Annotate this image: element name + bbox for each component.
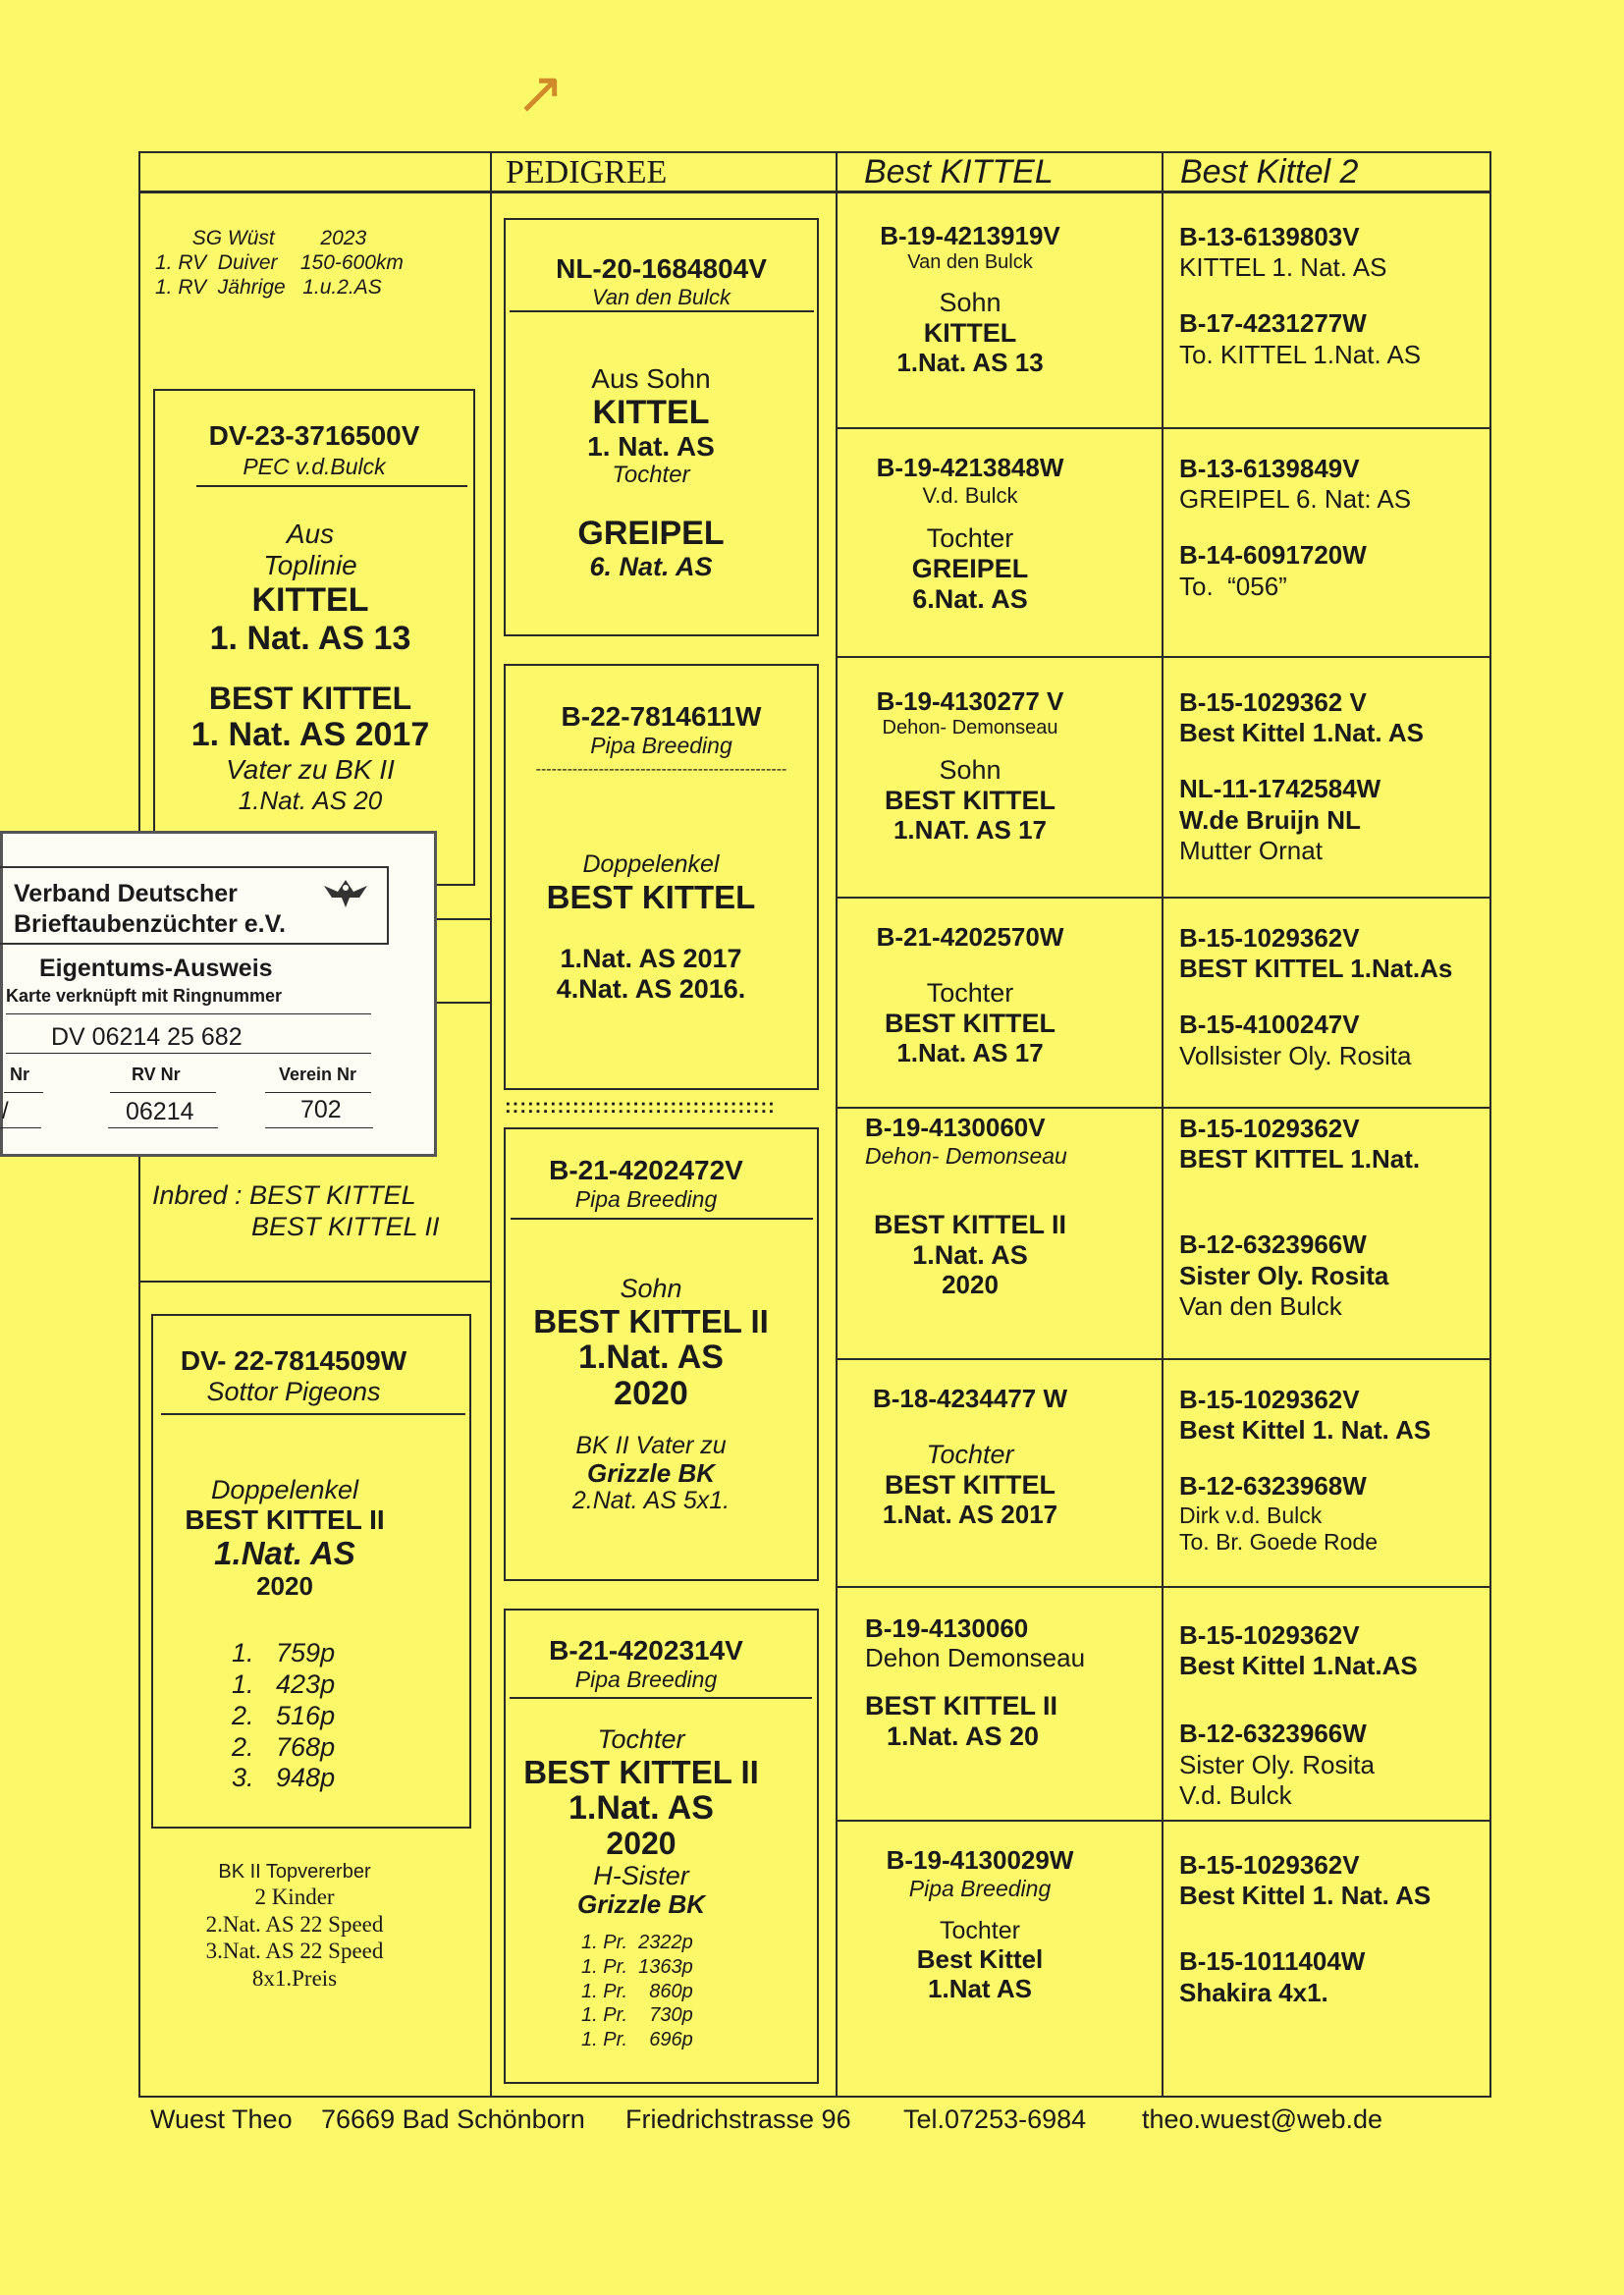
great-4-a2: BEST KITTEL 1.Nat.As bbox=[1179, 954, 1453, 984]
parent-2-details bbox=[504, 850, 798, 1005]
grand-2 bbox=[838, 454, 1103, 615]
parent-2-ring: B-22-7814611W bbox=[561, 701, 762, 732]
parent-1-underline bbox=[510, 310, 814, 312]
col-divider-3 bbox=[1162, 151, 1164, 2096]
great-1 bbox=[1179, 222, 1421, 370]
parent-4-line-2: BEST KITTEL II bbox=[523, 1753, 759, 1790]
mother-details bbox=[151, 1475, 418, 1601]
parent-4-line-5: H-Sister bbox=[593, 1860, 689, 1890]
grand-7-line-2: 1.Nat. AS 20 bbox=[887, 1721, 1040, 1751]
grand-2-line-1: Tochter bbox=[926, 523, 1014, 554]
great-5-b2: Sister Oly. Rosita bbox=[1179, 1260, 1389, 1290]
great-1-b1: B-17-4231277W bbox=[1179, 308, 1367, 339]
parent-3-breeder: Pipa Breeding bbox=[574, 1186, 718, 1212]
parent-2-line-4: 4.Nat. AS 2016. bbox=[556, 973, 746, 1004]
great-5-a1: B-15-1029362V bbox=[1179, 1114, 1360, 1143]
great-6-b3: To. Br. Goede Rode bbox=[1179, 1529, 1379, 1556]
sticker-val-rvnr: 06214 bbox=[126, 1098, 194, 1125]
parent-4-line-4: 2020 bbox=[606, 1826, 677, 1862]
row-divider-6 bbox=[836, 1586, 1491, 1588]
parent-3-ring: B-21-4202472V bbox=[549, 1155, 743, 1185]
grand-7 bbox=[838, 1614, 1132, 1752]
sticker-val-nr: / bbox=[2, 1098, 9, 1124]
main-underline bbox=[196, 485, 467, 487]
topvererber-line-5: 8x1.Preis bbox=[251, 1965, 338, 1991]
great-6-b2: Dirk v.d. Bulck bbox=[1179, 1502, 1323, 1528]
parent-4-result-1: 1. Pr. 2322p bbox=[581, 1932, 693, 1953]
mother-line-4: 2020 bbox=[256, 1570, 313, 1601]
footer-divider bbox=[138, 2096, 1491, 2098]
row-divider-3 bbox=[836, 897, 1491, 899]
grand-8-line-2: Best Kittel bbox=[916, 1944, 1044, 1975]
sticker-rule-7 bbox=[108, 1127, 218, 1128]
footer-city: 76669 Bad Schönborn bbox=[321, 2104, 585, 2134]
great-3-a1: B-15-1029362 V bbox=[1179, 687, 1367, 717]
grand-8-ring: B-19-4130029W bbox=[886, 1845, 1074, 1875]
parent-3-line-3: 1.Nat. AS bbox=[577, 1338, 724, 1376]
great-7-a2: Best Kittel 1.Nat.AS bbox=[1179, 1651, 1418, 1681]
parent-3-line-7: 2.Nat. AS 5x1. bbox=[571, 1486, 731, 1514]
great-7-b3: V.d. Bulck bbox=[1179, 1779, 1292, 1810]
parent-1-line-5: GREIPEL bbox=[577, 514, 725, 552]
grand-2-breeder: V.d. Bulck bbox=[922, 482, 1018, 508]
parent-4-line-3: 1.Nat. AS bbox=[568, 1788, 714, 1827]
grand-5-line-1: BEST KITTEL II bbox=[873, 1210, 1066, 1240]
parent-1-line-3: 1. Nat. AS bbox=[587, 431, 715, 463]
great-7-a1: B-15-1029362V bbox=[1179, 1620, 1360, 1650]
grand-6-breeder bbox=[838, 1414, 1103, 1424]
info-block bbox=[155, 226, 404, 301]
great-8-b1: B-15-1011404W bbox=[1179, 1946, 1366, 1977]
grand-5-line-2: 1.Nat. AS bbox=[912, 1240, 1028, 1271]
grand-6-ring: B-18-4234477 W bbox=[873, 1384, 1067, 1413]
mother-ring: DV- 22-7814509W bbox=[180, 1345, 407, 1376]
grand-1-ring: B-19-4213919V bbox=[880, 221, 1060, 250]
great-6-a2: Best Kittel 1. Nat. AS bbox=[1179, 1415, 1432, 1446]
grand-6 bbox=[838, 1385, 1103, 1530]
mother-breeder: Sottor Pigeons bbox=[206, 1377, 381, 1406]
grand-3 bbox=[838, 687, 1103, 846]
grand-3-line-2: BEST KITTEL bbox=[885, 785, 1056, 815]
parent-2-line-3: 1.Nat. AS 2017 bbox=[560, 943, 742, 973]
parent-2-line-1: Doppelenkel bbox=[582, 850, 720, 878]
grand-2-ring: B-19-4213848W bbox=[876, 453, 1064, 482]
sticker-col-nr: Nr bbox=[10, 1065, 30, 1084]
parent-3-line-5: BK II Vater zu bbox=[575, 1431, 727, 1459]
parent-3-line-1: Sohn bbox=[620, 1274, 682, 1303]
grand-5-line-3: 2020 bbox=[942, 1270, 999, 1300]
grand-1-line-1: Sohn bbox=[939, 287, 1001, 317]
grand-6-line-2: BEST KITTEL bbox=[885, 1469, 1056, 1500]
sticker-org-line-2: Brieftaubenzüchter e.V. bbox=[14, 910, 286, 938]
main-line-kittel: KITTEL bbox=[251, 581, 369, 620]
topvererber-block bbox=[147, 1860, 442, 1992]
parent-4-details bbox=[504, 1725, 779, 1919]
grand-1-line-3: 1.Nat. AS 13 bbox=[896, 347, 1044, 377]
parent-4-breeder: Pipa Breeding bbox=[574, 1667, 718, 1692]
parent-dotted-separator: :::::::::::::::::::::::::::::::::::: bbox=[505, 1096, 776, 1118]
mother-underline bbox=[161, 1413, 465, 1415]
parent-4-underline bbox=[510, 1697, 812, 1699]
grand-4-line-3: 1.Nat. AS 17 bbox=[896, 1037, 1044, 1067]
left-mid-divider bbox=[138, 1281, 492, 1283]
great-7-b1: B-12-6323966W bbox=[1179, 1719, 1367, 1749]
topvererber-line-2: 2 Kinder bbox=[254, 1885, 335, 1909]
inbred-line-1 bbox=[152, 1180, 416, 1211]
main-line-nat13: 1. Nat. AS 13 bbox=[209, 620, 411, 658]
parent-4-line-6: Grizzle BK bbox=[576, 1889, 706, 1920]
mother-line-3: 1.Nat. AS bbox=[214, 1534, 355, 1571]
grand-7-line-1: BEST KITTEL II bbox=[865, 1690, 1058, 1721]
parent-1-ring: NL-20-1684804V bbox=[556, 253, 767, 284]
header-best-kittel-2: Best Kittel 2 bbox=[1180, 153, 1359, 191]
header-pedigree: PEDIGREE bbox=[506, 154, 668, 191]
grand-1-breeder: Van den Bulck bbox=[907, 250, 1033, 273]
great-2 bbox=[1179, 454, 1411, 602]
great-7-b2: Sister Oly. Rosita bbox=[1179, 1749, 1375, 1779]
info-line-1: SG Wüst 2023 bbox=[191, 227, 367, 249]
grand-4-line-1: Tochter bbox=[926, 977, 1014, 1008]
parent-2-line-2: BEST KITTEL bbox=[546, 878, 756, 915]
sticker-number: DV 06214 25 682 bbox=[51, 1023, 243, 1051]
great-2-a2: GREIPEL 6. Nat: AS bbox=[1179, 484, 1412, 515]
grand-4-line-2: BEST KITTEL bbox=[885, 1008, 1056, 1038]
great-4-b1: B-15-4100247V bbox=[1179, 1010, 1360, 1040]
footer-email[interactable]: theo.wuest@web.de bbox=[1142, 2104, 1383, 2134]
row-divider-7 bbox=[836, 1820, 1491, 1822]
main-line-aus: Aus bbox=[286, 519, 335, 549]
mother-result-4: 2. 768p bbox=[232, 1731, 336, 1762]
grand-6-line-3: 1.Nat. AS 2017 bbox=[882, 1499, 1058, 1529]
parent-4-line-1: Tochter bbox=[597, 1724, 685, 1754]
mother-results bbox=[232, 1638, 335, 1794]
parent-4-results bbox=[581, 1931, 693, 2052]
grand-4-ring: B-21-4202570W bbox=[876, 922, 1064, 952]
great-8-a1: B-15-1029362V bbox=[1179, 1850, 1360, 1880]
sticker-col-rvnr: RV Nr bbox=[132, 1065, 181, 1084]
grand-5-breeder: Dehon- Demonseau bbox=[865, 1142, 1067, 1169]
great-7 bbox=[1179, 1620, 1418, 1811]
grand-1 bbox=[838, 222, 1103, 378]
parent-1-line-4: Tochter bbox=[612, 461, 690, 488]
parent-3-line-4: 2020 bbox=[614, 1375, 688, 1413]
row-divider-1 bbox=[836, 427, 1491, 429]
grand-3-line-1: Sohn bbox=[939, 754, 1001, 785]
parent-3-line-2: BEST KITTEL II bbox=[533, 1302, 769, 1339]
parent-1-breeder: Van den Bulck bbox=[591, 285, 731, 309]
sticker-title: Eigentums-Ausweis bbox=[39, 955, 273, 982]
great-5-a2: BEST KITTEL 1.Nat. bbox=[1179, 1144, 1421, 1175]
sticker-rule-3 bbox=[4, 1092, 43, 1093]
mother-result-2: 1. 423p bbox=[232, 1668, 336, 1699]
row-divider-4 bbox=[836, 1107, 1491, 1109]
parent-2-header bbox=[504, 701, 819, 779]
info-line-3: 1. RV Jährige 1.u.2.AS bbox=[155, 276, 382, 300]
great-4-a1: B-15-1029362V bbox=[1179, 923, 1360, 953]
row-divider-2 bbox=[836, 656, 1491, 658]
great-8-b2: Shakira 4x1. bbox=[1179, 1977, 1328, 2007]
grand-6-line-1: Tochter bbox=[926, 1439, 1014, 1469]
grand-2-line-3: 6.Nat. AS bbox=[912, 584, 1028, 615]
sticker-rule-8 bbox=[265, 1127, 373, 1128]
great-1-b2: To. KITTEL 1.Nat. AS bbox=[1179, 339, 1422, 369]
great-2-b1: B-14-6091720W bbox=[1179, 540, 1367, 571]
main-line-toplinie: Toplinie bbox=[263, 550, 357, 581]
main-line-nat20: 1.Nat. AS 20 bbox=[238, 785, 383, 815]
grand-3-line-3: 1.NAT. AS 17 bbox=[893, 814, 1048, 845]
footer-name: Wuest Theo bbox=[150, 2104, 293, 2134]
footer-street: Friedrichstrasse 96 bbox=[625, 2104, 851, 2134]
great-8 bbox=[1179, 1850, 1431, 2008]
parent-3-details bbox=[504, 1275, 798, 1514]
top-arrow-mark: ↗ bbox=[515, 60, 566, 126]
grand-7-ring: B-19-4130060 bbox=[865, 1613, 1029, 1643]
main-line-best-kittel: BEST KITTEL bbox=[208, 680, 412, 716]
grand-5-ring: B-19-4130060V bbox=[865, 1113, 1046, 1142]
great-4 bbox=[1179, 923, 1452, 1071]
great-5-b1: B-12-6323966W bbox=[1179, 1229, 1367, 1260]
grand-5 bbox=[838, 1114, 1103, 1300]
sticker-rule-2 bbox=[6, 1053, 371, 1054]
header-best-kittel: Best KITTEL bbox=[864, 153, 1054, 191]
inbred-text-1: Inbred : BEST KITTEL bbox=[152, 1180, 416, 1210]
great-2-a1: B-13-6139849V bbox=[1179, 454, 1360, 483]
parent-3-underline bbox=[511, 1218, 813, 1220]
sticker-rule-4 bbox=[110, 1092, 216, 1093]
grand-4-breeder bbox=[838, 953, 1103, 962]
mother-result-5: 3. 948p bbox=[232, 1763, 336, 1793]
mother-header bbox=[151, 1345, 436, 1407]
great-3-b2: W.de Bruijn NL bbox=[1179, 804, 1361, 835]
sticker-col-verein: Verein Nr bbox=[279, 1065, 357, 1084]
great-1-a1: B-13-6139803V bbox=[1179, 222, 1360, 251]
main-breeder: PEC v.d.Bulck bbox=[243, 454, 386, 479]
great-6-b1: B-12-6323968W bbox=[1179, 1471, 1367, 1502]
main-bird-content bbox=[153, 420, 475, 480]
parent-4-result-2: 1. Pr. 1363p bbox=[581, 1955, 693, 1978]
parent-4-ring: B-21-4202314V bbox=[549, 1635, 743, 1666]
parent-4-result-4: 1. Pr. 730p bbox=[581, 2004, 693, 2027]
mother-line-2: BEST KITTEL II bbox=[185, 1504, 385, 1536]
parent-3-header bbox=[504, 1155, 788, 1213]
main-line-nat2017: 1. Nat. AS 2017 bbox=[190, 716, 430, 754]
info-line-2: 1. RV Duiver 150-600km bbox=[155, 251, 404, 275]
sticker-rule-1 bbox=[6, 1013, 371, 1014]
sticker-side-line-1 bbox=[437, 918, 492, 920]
sticker-val-verein: 702 bbox=[300, 1096, 342, 1123]
main-ring: DV-23-3716500V bbox=[208, 420, 420, 451]
sticker-rule-5 bbox=[265, 1092, 371, 1093]
parent-4-result-5: 1. Pr. 696p bbox=[581, 2029, 693, 2051]
great-5 bbox=[1179, 1114, 1420, 1322]
great-6 bbox=[1179, 1385, 1431, 1557]
parent-2-dash: ------------------------------------------------ bbox=[535, 761, 787, 778]
topvererber-line-4: 3.Nat. AS 22 Speed bbox=[205, 1939, 384, 1964]
sticker-rule-6 bbox=[0, 1127, 41, 1128]
col-divider-1 bbox=[490, 151, 492, 2096]
grand-7-breeder: Dehon Demonseau bbox=[865, 1642, 1086, 1672]
parent-1-details bbox=[504, 363, 798, 581]
grand-8-line-3: 1.Nat AS bbox=[928, 1973, 1032, 2003]
parent-1-line-6: 6. Nat. AS bbox=[589, 551, 713, 581]
sticker-side-line-2 bbox=[437, 1002, 492, 1004]
grand-3-breeder: Dehon- Demonseau bbox=[882, 716, 1058, 738]
grand-4 bbox=[838, 923, 1103, 1068]
mother-result-1: 1. 759p bbox=[232, 1638, 336, 1667]
grand-1-line-2: KITTEL bbox=[923, 317, 1017, 348]
great-3-a2: Best Kittel 1.Nat. AS bbox=[1179, 718, 1424, 748]
topvererber-line-1: BK II Topvererber bbox=[218, 1861, 371, 1883]
grand-8-line-1: Tochter bbox=[940, 1917, 1020, 1945]
inbred-line-2: BEST KITTEL II bbox=[251, 1212, 440, 1241]
grand-2-line-2: GREIPEL bbox=[911, 554, 1029, 584]
great-3 bbox=[1179, 687, 1424, 866]
great-8-a2: Best Kittel 1. Nat. AS bbox=[1179, 1881, 1432, 1911]
parent-1-header bbox=[504, 253, 819, 310]
parent-2-breeder: Pipa Breeding bbox=[590, 733, 732, 758]
great-2-b2: To. “056” bbox=[1179, 571, 1287, 601]
parent-1-line-2: KITTEL bbox=[592, 394, 710, 432]
great-3-b1: NL-11-1742584W bbox=[1179, 774, 1381, 804]
mother-line-1: Doppelenkel bbox=[210, 1475, 359, 1504]
great-3-b3: Mutter Ornat bbox=[1179, 835, 1323, 865]
main-bird-details bbox=[153, 519, 467, 816]
grand-8-breeder: Pipa Breeding bbox=[908, 1875, 1052, 1901]
sticker-org-line-1: Verband Deutscher bbox=[14, 880, 238, 907]
mother-result-3: 2. 516p bbox=[232, 1700, 336, 1730]
great-1-a2: KITTEL 1. Nat. AS bbox=[1179, 252, 1387, 283]
grand-3-ring: B-19-4130277 V bbox=[876, 686, 1064, 716]
main-line-vater: Vater zu BK II bbox=[226, 754, 395, 786]
footer-phone: Tel.07253-6984 bbox=[903, 2104, 1087, 2134]
parent-4-header bbox=[504, 1635, 788, 1693]
parent-3-line-6: Grizzle BK bbox=[586, 1458, 716, 1489]
row-divider-5 bbox=[836, 1358, 1491, 1360]
grand-8 bbox=[838, 1846, 1122, 2004]
sticker-eagle-icon bbox=[320, 874, 371, 911]
great-5-b3: Van den Bulck bbox=[1179, 1290, 1342, 1321]
topvererber-line-3: 2.Nat. AS 22 Speed bbox=[205, 1911, 384, 1937]
parent-1-line-1: Aus Sohn bbox=[591, 363, 711, 394]
parent-4-result-3: 1. Pr. 860p bbox=[581, 1980, 693, 2002]
great-4-b2: Vollsister Oly. Rosita bbox=[1179, 1040, 1412, 1070]
sticker-subtitle: Karte verknüpft mit Ringnummer bbox=[6, 986, 283, 1006]
great-6-a1: B-15-1029362V bbox=[1179, 1385, 1360, 1414]
